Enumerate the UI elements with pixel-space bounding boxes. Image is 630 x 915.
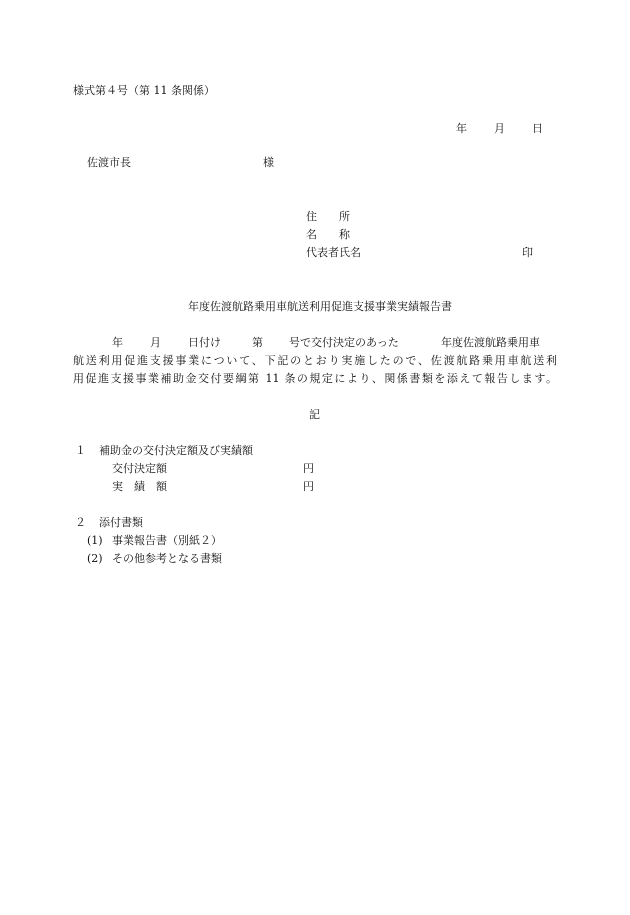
addressee-name: 佐渡市長 <box>87 156 131 169</box>
document-title: 年度佐渡航路乗用車航送利用促進支援事業実績報告書 <box>188 300 452 313</box>
decision-amount-unit: 円 <box>303 462 314 475</box>
representative-label: 代表者氏名 <box>306 246 361 259</box>
form-number: 様式第４号（第 11 条関係） <box>73 84 215 97</box>
body-line-3: 用促進支援事業補助金交付要綱第 11 条の規定により、関係書類を添えて報告します。 <box>73 372 557 385</box>
body-program-start: 年度佐渡航路乗用車 <box>441 336 540 349</box>
date-year-label: 年 <box>456 122 467 135</box>
date-day-label: 日 <box>532 122 543 135</box>
actual-amount-unit: 円 <box>303 480 314 493</box>
body-decision-text: 号で交付決定のあった <box>289 336 399 349</box>
address-label: 住 所 <box>306 210 350 223</box>
section-1-number: １ <box>75 444 86 457</box>
body-year: 年 <box>112 336 123 349</box>
section-2-heading: 添付書類 <box>99 516 143 529</box>
decision-amount-label: 交付決定額 <box>112 462 167 475</box>
attachment-1-number: (1) <box>87 534 103 547</box>
attachment-2-number: (2) <box>87 552 103 565</box>
section-1-heading: 補助金の交付決定額及び実績額 <box>99 444 253 457</box>
attachment-1-text: 事業報告書（別紙２） <box>112 534 222 547</box>
actual-amount-label: 実 績 額 <box>112 480 167 493</box>
body-month: 月 <box>150 336 161 349</box>
body-number-prefix: 第 <box>252 336 263 349</box>
seal-mark: 印 <box>522 246 533 259</box>
attachment-2-text: その他参考となる書類 <box>112 552 222 565</box>
body-dated: 日付け <box>188 336 221 349</box>
date-month-label: 月 <box>494 122 505 135</box>
section-2-number: ２ <box>75 516 86 529</box>
body-line-2: 航送利用促進支援事業について、下記のとおり実施したので、佐渡航路乗用車航送利 <box>73 354 557 367</box>
addressee-honorific: 様 <box>263 156 274 169</box>
name-label: 名 称 <box>306 228 350 241</box>
ki-heading: 記 <box>309 408 320 421</box>
